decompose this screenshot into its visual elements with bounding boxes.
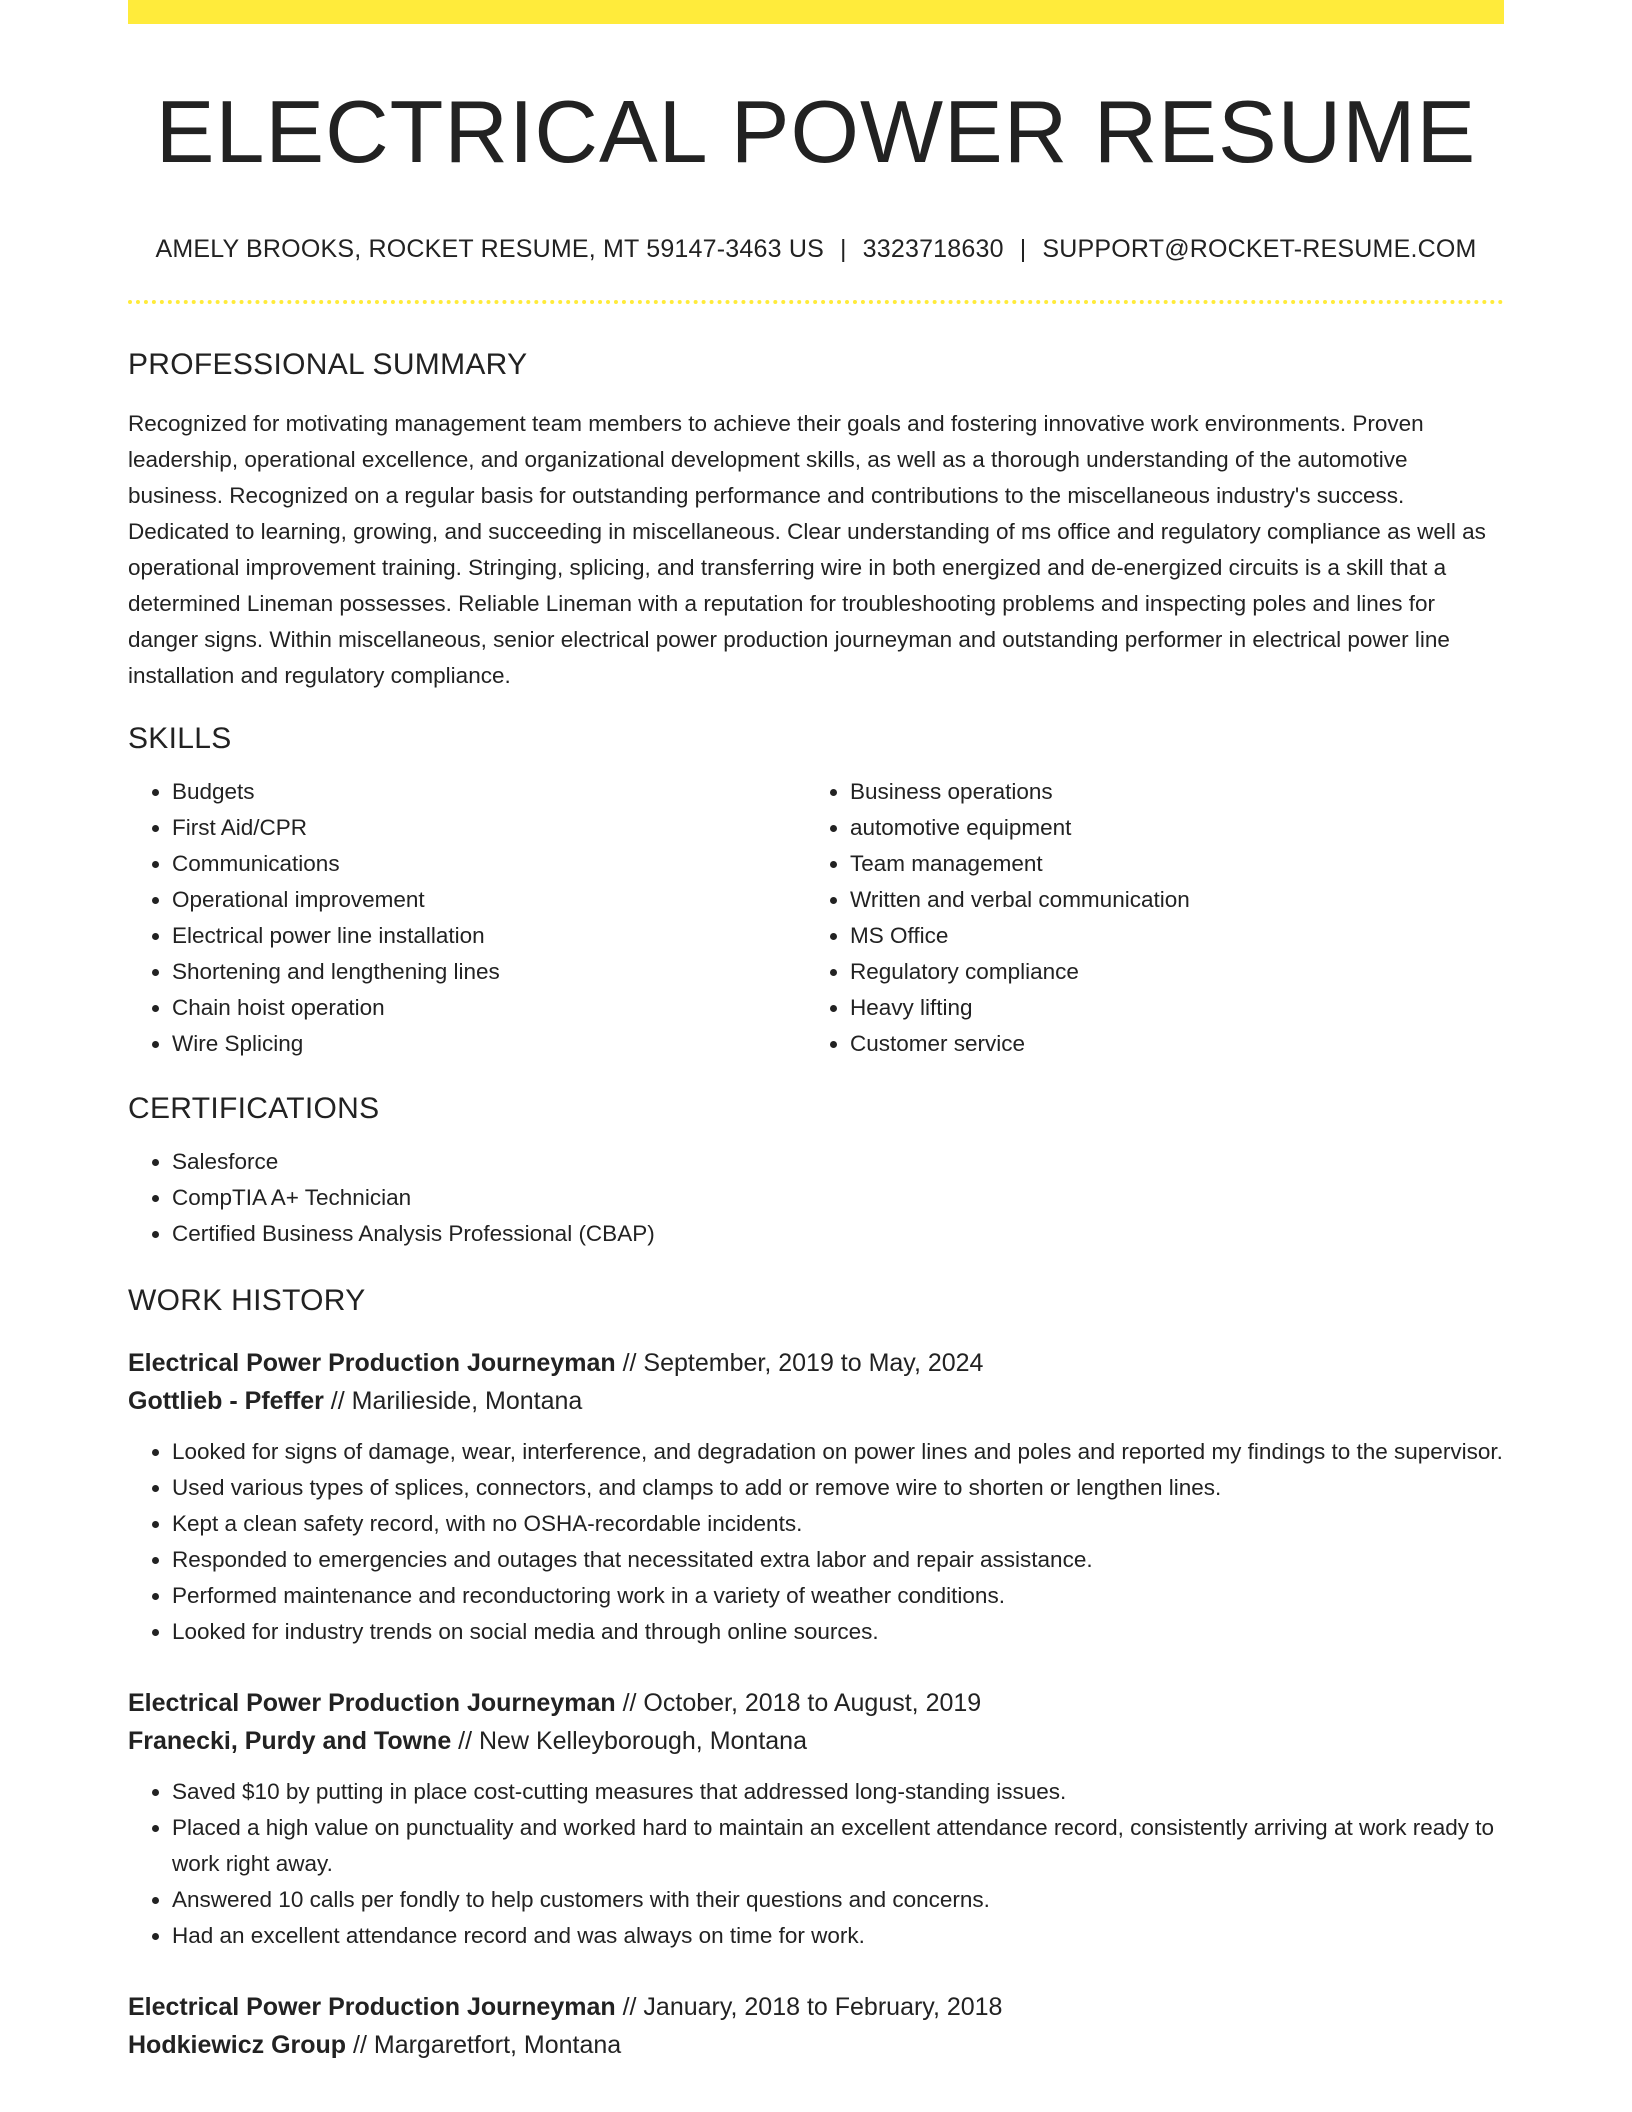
skills-grid bbox=[128, 774, 1504, 1062]
job-bullet: • Used various types of splices, connectors, and clamps to add or remove wire to shorten or lengthen lines. bbox=[172, 1470, 1504, 1506]
certification-item: • Salesforce bbox=[172, 1144, 1504, 1180]
job-company-line bbox=[128, 1382, 1504, 1420]
skill-item: • Budgets bbox=[172, 774, 806, 810]
work-history-heading: WORK HISTORY bbox=[128, 1283, 366, 1317]
job-bullet: • Responded to emergencies and outages that necessitated extra labor and repair assistance. bbox=[172, 1542, 1504, 1578]
skill-item: • Team management bbox=[850, 846, 1484, 882]
skill-item: • Electrical power line installation bbox=[172, 918, 806, 954]
job-company-line bbox=[128, 1722, 1504, 1760]
job-entry bbox=[128, 1988, 1504, 2064]
job-title: Electrical Power Production Journeyman bbox=[128, 1688, 616, 1717]
skill-item: • Business operations bbox=[850, 774, 1484, 810]
contact-line bbox=[128, 235, 1504, 264]
contact-phone: 3323718630 bbox=[862, 234, 1004, 263]
certification-item: • Certified Business Analysis Professional (CBAP) bbox=[172, 1216, 1504, 1252]
skill-item: • automotive equipment bbox=[850, 810, 1484, 846]
job-bullets bbox=[128, 1774, 1504, 1954]
resume-title: ELECTRICAL POWER RESUME bbox=[155, 82, 1477, 181]
certification-item: • CompTIA A+ Technician bbox=[172, 1180, 1504, 1216]
job-bullet: • Saved $10 by putting in place cost-cutting measures that addressed long-standing issues. bbox=[172, 1774, 1504, 1810]
job-bullet: • Answered 10 calls per fondly to help customers with their questions and concerns. bbox=[172, 1882, 1504, 1918]
skills-right-list bbox=[806, 774, 1484, 1062]
job-bullet: • Looked for industry trends on social media and through online sources. bbox=[172, 1614, 1504, 1650]
skill-item: • First Aid/CPR bbox=[172, 810, 806, 846]
job-bullets bbox=[128, 1434, 1504, 1650]
skill-item: • Chain hoist operation bbox=[172, 990, 806, 1026]
summary-heading: PROFESSIONAL SUMMARY bbox=[128, 347, 528, 381]
job-bullet: • Kept a clean safety record, with no OSHA-recordable incidents. bbox=[172, 1506, 1504, 1542]
job-company: Franecki, Purdy and Towne bbox=[128, 1726, 452, 1755]
job-company: Hodkiewicz Group bbox=[128, 2030, 347, 2059]
skill-item: • Shortening and lengthening lines bbox=[172, 954, 806, 990]
job-entry bbox=[128, 1684, 1504, 1954]
certifications-heading: CERTIFICATIONS bbox=[128, 1091, 380, 1125]
job-bullet: • Had an excellent attendance record and was always on time for work. bbox=[172, 1918, 1504, 1954]
job-title-line bbox=[128, 1988, 1504, 2026]
job-dates: // September, 2019 to May, 2024 bbox=[615, 1348, 984, 1377]
skill-item: • Written and verbal communication bbox=[850, 882, 1484, 918]
contact-separator: | bbox=[1019, 234, 1027, 263]
job-title-line bbox=[128, 1684, 1504, 1722]
skills-heading: SKILLS bbox=[128, 721, 232, 755]
resume-page bbox=[128, 0, 1504, 2064]
job-dates: // January, 2018 to February, 2018 bbox=[615, 1992, 1003, 2021]
top-accent-bar bbox=[128, 0, 1504, 24]
summary-text: Recognized for motivating management team members to achieve their goals and fostering innovative work environments. Proven leadership, operational excellence, and organizational development skills, as well as a thorough understanding of the automotive business. Recognized on a regular basis for outstanding performance and contributions to the miscellaneous industry's success. Dedicated to learning, growing, and succeeding in miscellaneous. Clear understanding of ms office and regulatory compliance as well as operational improvement training. Stringing, splicing, and transferring wire in both energized and de-energized circuits is a skill that a determined Lineman possesses. Reliable Lineman with a reputation for troubleshooting problems and inspecting poles and lines for danger signs. Within miscellaneous, senior electrical power production journeyman and outstanding performer in electrical power line installation and regulatory compliance. bbox=[128, 410, 1486, 688]
contact-address: AMELY BROOKS, ROCKET RESUME, MT 59147-3463 US bbox=[155, 234, 824, 263]
job-title: Electrical Power Production Journeyman bbox=[128, 1348, 616, 1377]
job-entry bbox=[128, 1344, 1504, 1650]
job-location: // New Kelleyborough, Montana bbox=[451, 1726, 807, 1755]
skill-item: • Wire Splicing bbox=[172, 1026, 806, 1062]
skill-item: • Communications bbox=[172, 846, 806, 882]
skill-item: • MS Office bbox=[850, 918, 1484, 954]
contact-separator: | bbox=[839, 234, 847, 263]
job-location: // Marilieside, Montana bbox=[323, 1386, 583, 1415]
job-bullet: • Placed a high value on punctuality and worked hard to maintain an excellent attendance record, consistently arriving at work ready to work right away. bbox=[172, 1810, 1504, 1882]
job-bullet: • Looked for signs of damage, wear, interference, and degradation on power lines and poles and reported my findings to the supervisor. bbox=[172, 1434, 1504, 1470]
job-company: Gottlieb - Pfeffer bbox=[128, 1386, 324, 1415]
job-company-line bbox=[128, 2026, 1504, 2064]
certifications-list bbox=[128, 1144, 1504, 1252]
skill-item: • Regulatory compliance bbox=[850, 954, 1484, 990]
contact-email: SUPPORT@ROCKET-RESUME.COM bbox=[1042, 234, 1477, 263]
skill-item: • Operational improvement bbox=[172, 882, 806, 918]
job-bullet: • Performed maintenance and reconductoring work in a variety of weather conditions. bbox=[172, 1578, 1504, 1614]
job-title: Electrical Power Production Journeyman bbox=[128, 1992, 616, 2021]
job-title-line bbox=[128, 1344, 1504, 1382]
dotted-divider bbox=[128, 300, 1504, 304]
skill-item: • Customer service bbox=[850, 1026, 1484, 1062]
skill-item: • Heavy lifting bbox=[850, 990, 1484, 1026]
job-dates: // October, 2018 to August, 2019 bbox=[615, 1688, 982, 1717]
skills-left-list bbox=[128, 774, 806, 1062]
job-location: // Margaretfort, Montana bbox=[346, 2030, 622, 2059]
